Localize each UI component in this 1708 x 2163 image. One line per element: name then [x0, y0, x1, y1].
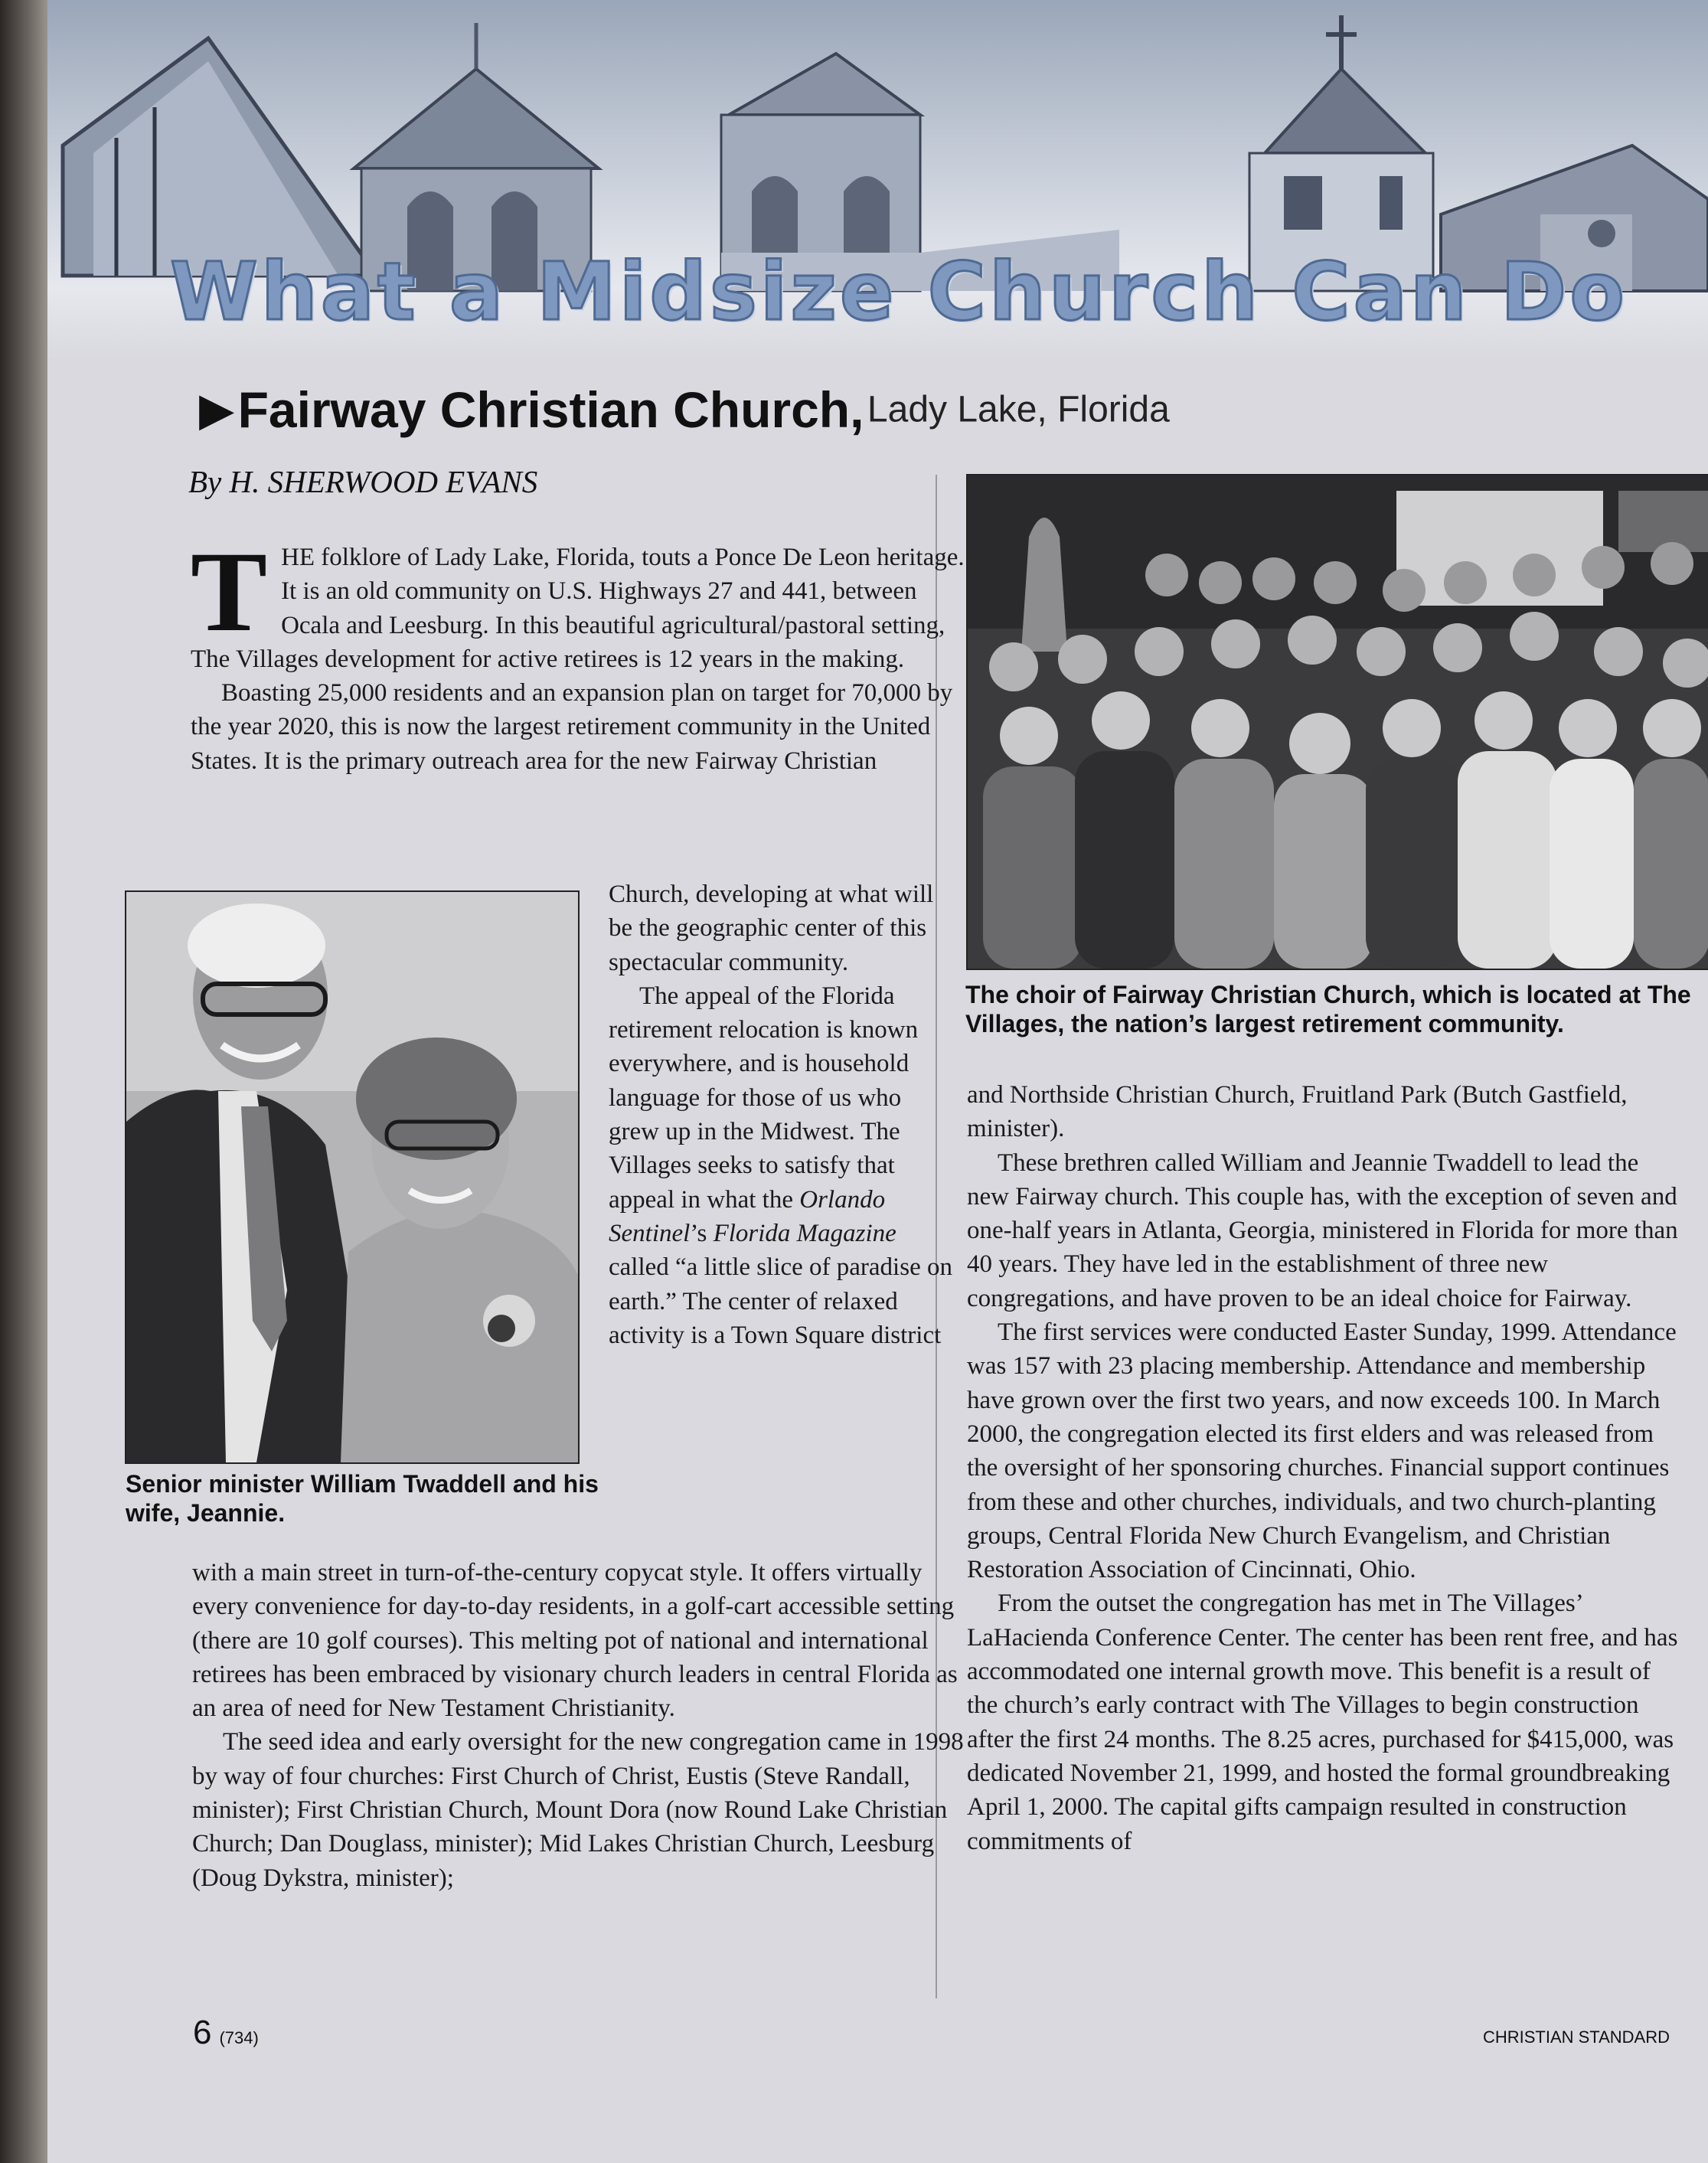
banner-title: What a Midsize Church Can Do: [170, 245, 1628, 338]
column-right: [967, 1078, 1679, 1858]
article-subhead: [199, 381, 1170, 439]
publication-name: Orlando Sentinel: [609, 1185, 886, 1247]
byline: By H. SHERWOOD EVANS: [188, 464, 538, 499]
column-left-bottom: [192, 1556, 981, 1895]
page-number: 6: [193, 2014, 212, 2051]
paragraph-4-continued: and Northside Christian Church, Fruitland Park (Butch Gastfield, minister).: [967, 1081, 1628, 1143]
paragraph-3-text-a: The appeal of the Florida retirement relocation is known everywhere, and is household language for those of us who grew up in the Midwest. The Villages seeks to satisfy that appeal in what the: [609, 982, 919, 1214]
column-left-narrow: [609, 877, 958, 1352]
photo-minister-and-wife: [125, 890, 580, 1464]
paragraph-2: Boasting 25,000 residents and an expansion plan on target for 70,000 by the year 2020, this is now the largest retirement community in the United States. It is the primary outreach area for the new Fairway Christian: [191, 679, 953, 775]
issue-page-number: (734): [219, 2028, 259, 2047]
triangle-right-icon: ▶: [199, 384, 235, 435]
header-illustration: [47, 0, 1708, 360]
page-gutter: [0, 0, 47, 2163]
magazine-name: CHRISTIAN STANDARD: [1482, 2027, 1670, 2047]
photo-caption-choir: The choir of Fairway Christian Church, which is located at The Villages, the nation’s largest retirement community.: [965, 981, 1691, 1037]
paragraph-3-text-b: ’s: [690, 1219, 714, 1247]
paragraph-3-continued: with a main street in turn-of-the-century copycat style. It offers virtually every convenience for day-to-day residents, in a golf-cart accessible setting (there are 10 golf courses). This melting pot of national and international retirees has been embraced by visionary church leaders in central Florida as an area of need for New Testament Christianity.: [192, 1559, 958, 1723]
paragraph-6: The first services were conducted Easter Sunday, 1999. Attendance was 157 with 23 placing membership. Attendance and membership have grown over the first two years, and now exceeds 100. In March 2000, the congregation elected its first elders and was released from the oversight of her sponsoring churches. Financial support continues from these and other churches, individuals, and two church-planting groups, Central Florida New Church Evangelism, and Christian Restoration Association of Cincinnati, Ohio.: [967, 1318, 1677, 1584]
church-name: Fairway Christian Church,: [237, 381, 864, 438]
drop-cap: T: [191, 528, 268, 655]
column-left-top: [191, 528, 968, 778]
photo-choir: [966, 474, 1708, 970]
publication-name: Florida Magazine: [713, 1219, 896, 1247]
paragraph-2-continued: Church, developing at what will be the geographic center of this spectacular community.: [609, 881, 934, 976]
paragraph-4: The seed idea and early oversight for the new congregation came in 1998 by way of four churches: First Church of Christ, Eustis (Steve Randall, minister); First Christian Church, Mount Dora (now Round Lake Christian Church; Dan Douglass, minister); Mid Lakes Christian Church, Leesburg (Doug Dykstra, minister);: [192, 1728, 964, 1892]
church-location: Lady Lake, Florida: [867, 389, 1170, 430]
magazine-page: [47, 0, 1708, 2163]
page-folio: [193, 2014, 259, 2052]
paragraph-1: HE folklore of Lady Lake, Florida, touts a Ponce De Leon heritage. It is an old community on U.S. Highways 27 and 441, between Ocala and Leesburg. In this beautiful agricultural/pastoral setting, The Villages development for active retirees is 12 years in the making.: [191, 544, 965, 673]
paragraph-3-text-c: called “a little slice of paradise on earth.” The center of relaxed activity is a Town Square district: [609, 1253, 952, 1349]
paragraph-5: These brethren called William and Jeannie Twaddell to lead the new Fairway church. This couple has, with the exception of seven and one-half years in Atlanta, Georgia, ministered in Florida for more than 40 years. They have led in the establishment of three new congregations, and have proven to be an ideal choice for Fairway.: [967, 1148, 1678, 1312]
photo-caption-couple: Senior minister William Twaddell and his wife, Jeannie.: [126, 1470, 599, 1527]
paragraph-3: [609, 979, 958, 1352]
paragraph-7: From the outset the congregation has met in The Villages’ LaHacienda Conference Center. The center has been rent free, and has accommodated one internal growth move. This benefit is a result of the church’s early contract with The Villages to begin construction after the first 24 months. The 8.25 acres, purchased for $415,000, was dedicated November 21, 1999, and hosted the formal groundbreaking April 1, 2000. The capital gifts campaign resulted in construction commitments of: [967, 1590, 1678, 1855]
